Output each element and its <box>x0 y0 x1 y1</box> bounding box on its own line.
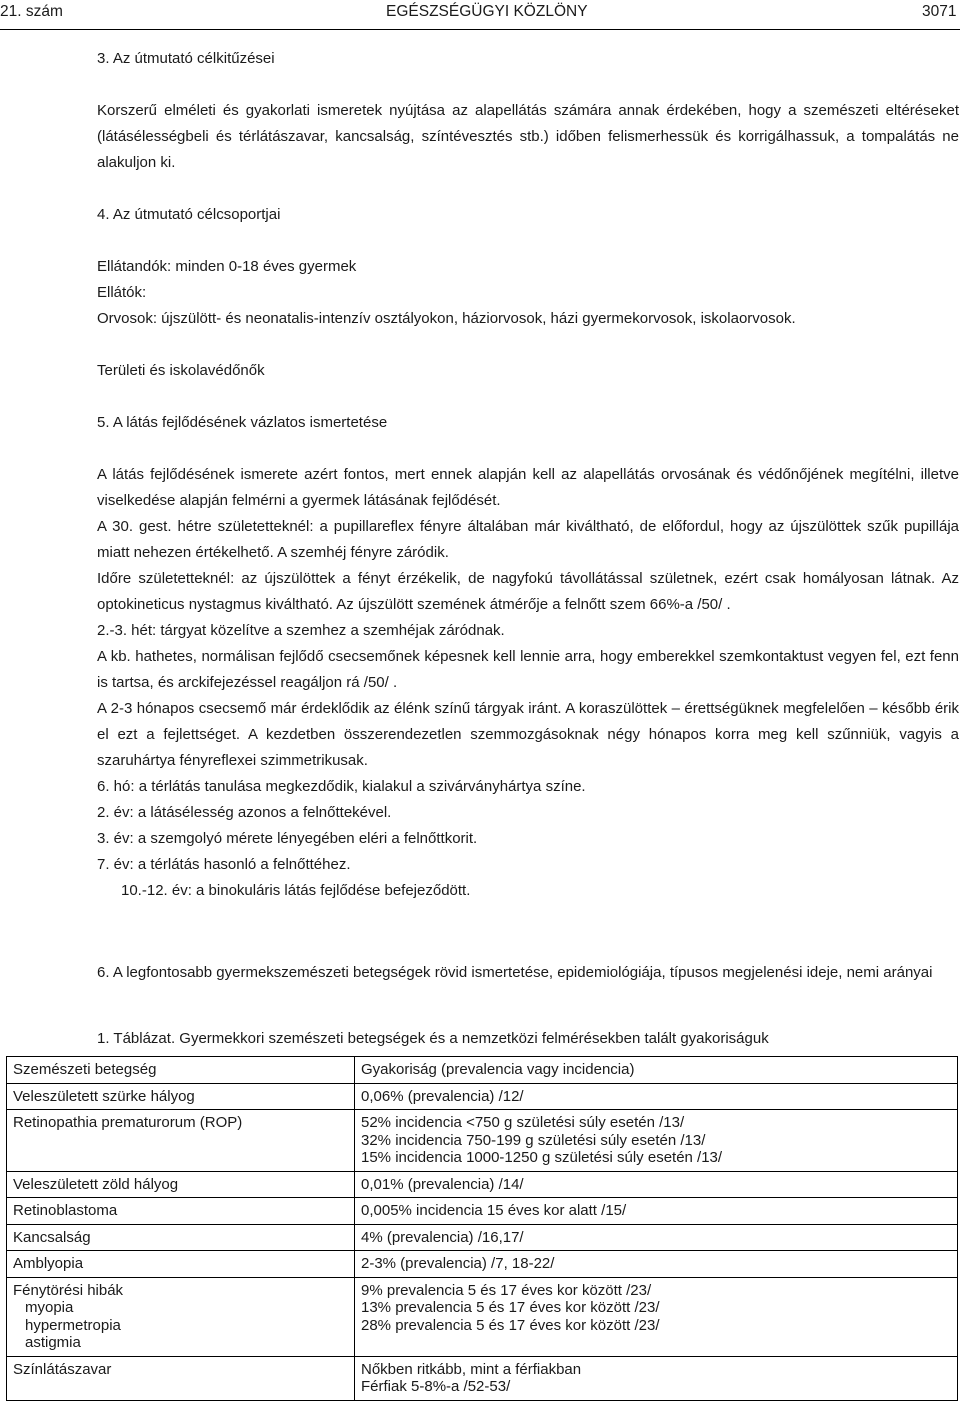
table-row <box>7 1277 958 1356</box>
frequency-value: 9% prevalencia 5 és 17 éves kor között /23/ <box>361 1281 652 1299</box>
frequency-cell <box>355 1110 958 1172</box>
section-5-paragraph: A látás fejlődésének ismerete azért fontos, mert ennek alapján kell az alapellátás orvosának és védőnőjének megítélni, illetve viselkedése alapján felmérni a gyermek látásának fejlődését. <box>97 466 959 509</box>
frequency-value: 32% incidencia 750-199 g születési súly esetén /13/ <box>361 1131 706 1149</box>
frequency-value: 2-3% (prevalencia) /7, 18-22/ <box>361 1255 555 1272</box>
table-caption: 1. Táblázat. Gyermekkori szemészeti betegségek és a nemzetközi felmérésekben talált gyakoriságuk <box>97 1030 769 1047</box>
disease-name: Veleszületett szürke hályog <box>13 1087 195 1105</box>
section-5-paragraph: 6. hó: a térlátás tanulása megkezdődik, kialakul a szivárványhártya színe. <box>97 778 586 795</box>
frequency-cell <box>355 1083 958 1110</box>
page-header <box>0 0 960 26</box>
frequency-value: 0,01% (prevalencia) /14/ <box>361 1175 524 1193</box>
disease-name: Amblyopia <box>13 1255 84 1272</box>
table-row <box>7 1110 958 1172</box>
disease-name: Retinoblastoma <box>13 1202 118 1219</box>
disease-cell <box>7 1198 355 1225</box>
table-row <box>7 1083 958 1110</box>
section-5-paragraph: A kb. hathetes, normálisan fejlődő csecsemőnek képesnek kell lennie arra, hogy emberekkel szemkontaktust vegyen fel, ezt fenn is tartsa, és arckifejezéssel reagáljon rá /50/ . <box>97 648 959 691</box>
frequency-table <box>6 1056 958 1401</box>
section-4-title: 4. Az útmutató célcsoportjai <box>97 206 281 223</box>
section-5-paragraph: Időre születetteknél: az újszülöttek a fényt érzékelik, de nagyfokú távollátással születnek, ezért csak homályosan látnak. Az optokineticus nystagmus kiváltható. Az újszülött szemének átmérője a felnőtt szem 66%-a /50/ . <box>97 570 959 613</box>
header-rule <box>0 29 960 30</box>
page-number: 3071 <box>922 3 957 20</box>
frequency-value: 0,005% incidencia 15 éves kor alatt /15/ <box>361 1202 627 1219</box>
disease-cell <box>7 1251 355 1278</box>
frequency-table-wrap <box>6 1056 958 1401</box>
frequency-cell <box>355 1356 958 1400</box>
section-4-extra: Területi és iskolavédőnők <box>97 362 265 379</box>
table-header-frequency: Gyakoriság (prevalencia vagy incidencia) <box>355 1057 958 1084</box>
section-5-paragraph: A 2-3 hónapos csecsemő már érdeklődik az élénk színű tárgyak iránt. A koraszülöttek – érettségüknek megfelelően – később érik el ezt a fejlettséget. A kezdetben összerendezetlen szemmozgásoknak négy hónapos korra meg kell szűnniük, vagyis a szaruhártya fényreflexei szimmetrikusak. <box>97 700 959 769</box>
section-5-paragraph: 3. év: a szemgolyó mérete lényegében eléri a felnőttkorit. <box>97 830 478 847</box>
frequency-value: Nőkben ritkább, mint a férfiakban <box>361 1360 582 1378</box>
disease-subtype: astigmia <box>25 1334 81 1351</box>
frequency-value: 52% incidencia <750 g születési súly esetén /13/ <box>361 1114 685 1131</box>
section-5-paragraph: 2.-3. hét: tárgyat közelítve a szemhez a szemhéjak záródnak. <box>97 622 505 639</box>
section-5-last-line: 10.-12. év: a binokuláris látás fejlődése befejeződött. <box>121 882 471 899</box>
disease-cell <box>7 1171 355 1198</box>
frequency-value: Férfiak 5-8%-a /52-53/ <box>361 1378 511 1395</box>
document-body <box>97 46 959 986</box>
issue-number: 21. szám <box>0 3 63 20</box>
frequency-value: 4% (prevalencia) /16,17/ <box>361 1228 524 1246</box>
disease-cell <box>7 1083 355 1110</box>
table-row <box>7 1251 958 1278</box>
section-6-title: 6. A legfontosabb gyermekszemészeti betegségek rövid ismertetése, epidemiológiája, típusos megjelenési ideje, nemi arányai <box>97 964 933 981</box>
disease-cell <box>7 1110 355 1172</box>
frequency-value: 0,06% (prevalencia) /12/ <box>361 1087 524 1105</box>
disease-cell <box>7 1356 355 1400</box>
frequency-value: 15% incidencia 1000-1250 g születési súly esetén /13/ <box>361 1149 723 1166</box>
journal-title: EGÉSZSÉGÜGYI KÖZLÖNY <box>386 3 588 20</box>
disease-cell <box>7 1277 355 1356</box>
section-3-body: Korszerű elméleti és gyakorlati ismeretek nyújtása az alapellátás számára annak érdekében, hogy a szemészeti eltéréseket (látásélességbeli és térlátászavar, kancsalság, színtévesztés stb.) időben felismerhessük és korrigálhassuk, a tompalátás ne alakuljon ki. <box>97 102 959 171</box>
section-4-line: Ellátandók: minden 0-18 éves gyermek <box>97 258 357 275</box>
frequency-value: 28% prevalencia 5 és 17 éves kor között /23/ <box>361 1316 660 1334</box>
section-4-line: Ellátók: <box>97 284 147 301</box>
table-row <box>7 1224 958 1251</box>
table-row <box>7 1356 958 1400</box>
disease-name: Kancsalság <box>13 1228 91 1246</box>
disease-subtype: hypermetropia <box>25 1316 121 1334</box>
section-5-paragraph: 2. év: a látásélesség azonos a felnőttekével. <box>97 804 392 821</box>
frequency-value: 13% prevalencia 5 és 17 éves kor között /23/ <box>361 1299 660 1316</box>
table-header-row <box>7 1057 958 1084</box>
frequency-cell <box>355 1198 958 1225</box>
disease-name: Fénytörési hibák <box>13 1281 124 1299</box>
frequency-cell <box>355 1171 958 1198</box>
section-5-paragraph: 7. év: a térlátás hasonló a felnőttéhez. <box>97 856 351 873</box>
disease-name: Retinopathia prematurorum (ROP) <box>13 1114 243 1131</box>
table-row <box>7 1198 958 1225</box>
frequency-cell <box>355 1277 958 1356</box>
section-4-line: Orvosok: újszülött- és neonatalis-intenzív osztályokon, háziorvosok, házi gyermekorvosok, iskolaorvosok. <box>97 310 796 327</box>
disease-name: Színlátászavar <box>13 1360 112 1378</box>
table-row <box>7 1171 958 1198</box>
section-5-title: 5. A látás fejlődésének vázlatos ismertetése <box>97 414 388 431</box>
frequency-cell <box>355 1251 958 1278</box>
frequency-cell <box>355 1224 958 1251</box>
disease-subtype: myopia <box>25 1299 74 1316</box>
table-header-disease: Szemészeti betegség <box>7 1057 355 1084</box>
section-3-title: 3. Az útmutató célkitűzései <box>97 50 275 67</box>
section-5-paragraph: A 30. gest. hétre születetteknél: a pupillareflex fényre általában már kiváltható, de előfordul, hogy az újszülöttek szűk pupillája miatt nehezen értékelhető. A szemhéj fényre záródik. <box>97 518 959 561</box>
disease-name: Veleszületett zöld hályog <box>13 1175 179 1193</box>
disease-cell <box>7 1224 355 1251</box>
